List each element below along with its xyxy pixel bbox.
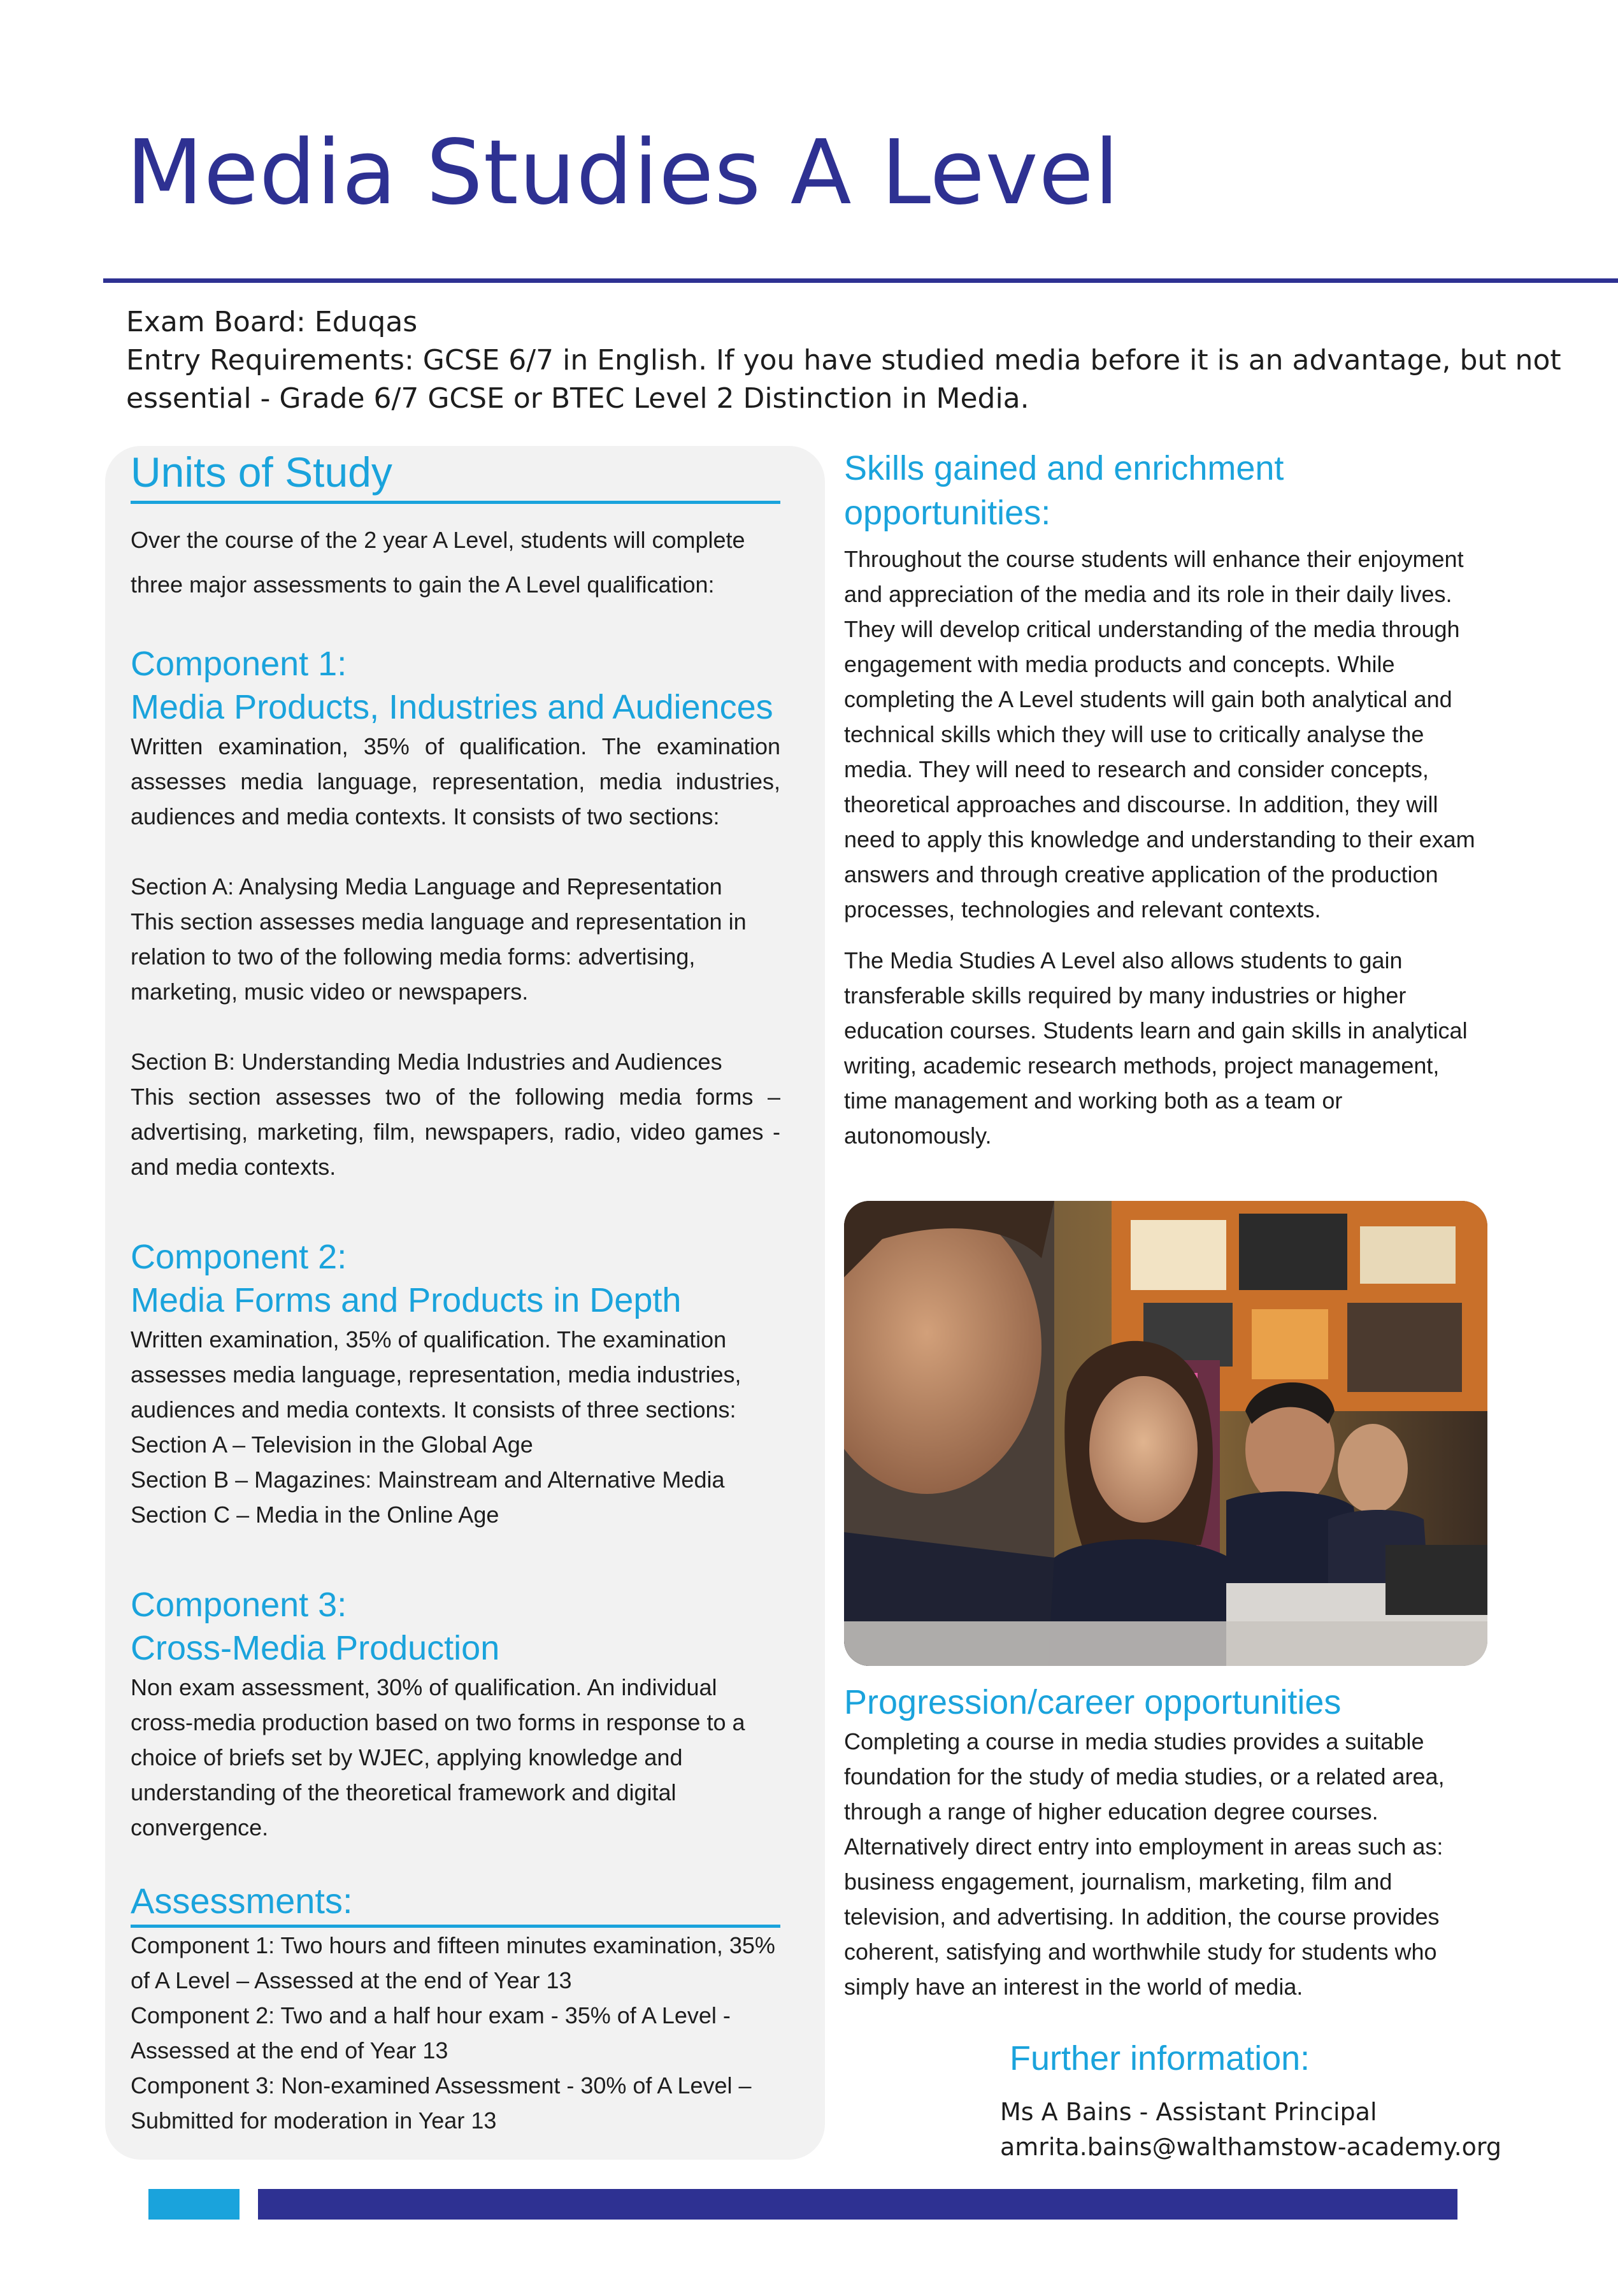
footer-bar-accent [148,2189,240,2220]
component2-section-a: Section A – Television in the Global Age [131,1431,533,1458]
component1-description: Written examination, 35% of qualification. The examination assesses media language, representation, media industries, audiences and media contexts. It consists of two sections: [131,733,780,829]
component1-section-a-text: This section assesses media language and representation in relation to two of the following media forms: advertising, marketing, music video or newspapers. [131,908,747,1005]
assessment-item-1: Component 1: Two hours and fifteen minutes examination, 35% of A Level – Assessed at the end of Year 13 [131,1932,775,1993]
assessment-item-3: Component 3: Non-examined Assessment - 30% of A Level – Submitted for moderation in Year 13 [131,2072,752,2134]
exam-board: Exam Board: Eduqas [126,306,418,338]
further-info-heading: Further information: [1010,2039,1310,2077]
progression-section [844,1681,1487,2004]
skills-paragraph-1: Throughout the course students will enhance their enjoyment and appreciation of the media and its role in their daily lives. They will develop critical understanding of the media through engagement with media products and concepts. While completing the A Level students will gain both analytical and technical skills which they will use to critically analyse the media. They will need to research and consider concepts, theoretical approaches and discourse. In addition, they will need to apply this knowledge and understanding to their exam answers and through creative application of the production processes, technologies and relevant contexts. [844,546,1475,922]
progression-text: Completing a course in media studies provides a suitable foundation for the study of media studies, or a related area, through a range of higher education degree courses. Alternatively direct entry into employment in areas such as: business engagement, journalism, marketing, film and television, and advertising. In addition, the course provides coherent, satisfying and worthwhile study for students who simply have an interest in the world of media. [844,1728,1445,2000]
assessments-heading: Assessments: [131,1880,780,1928]
entry-requirements-line2: essential - Grade 6/7 GCSE or BTEC Level 2 Distinction in Media. [126,382,1029,415]
component2-section-b: Section B – Magazines: Mainstream and Alternative Media [131,1467,725,1493]
page-title: Media Studies A Level [126,121,1120,225]
footer-bar-main [258,2189,1457,2220]
units-intro: Over the course of the 2 year A Level, students will complete three major assessments to gain the A Level qualification: [131,527,745,598]
component2-description: Written examination, 35% of qualification. The examination assesses media language, representation, media industries, audiences and media contexts. It consists of three sections: [131,1326,741,1423]
component1-label: Component 1: [131,645,347,683]
progression-heading: Progression/career opportunities [844,1683,1342,1721]
intro-block [126,303,1561,418]
title-divider [103,278,1618,283]
component2-section-c: Section C – Media in the Online Age [131,1502,499,1528]
contact-name: Ms A Bains - Assistant Principal [1000,2098,1377,2126]
component1-section-b-title: Section B: Understanding Media Industries and Audiences [131,1049,722,1075]
skills-paragraph-2: The Media Studies A Level also allows students to gain transferable skills required by many industries or higher education courses. Students learn and gain skills in analytical writing, academic research methods, project management, time management and working both as a team or autonomously. [844,947,1468,1149]
component1-section-b-text: This section assesses two of the following media forms – advertising, marketing, film, newspapers, radio, video games - and media contexts. [131,1084,780,1180]
students-classroom-photo [844,1201,1487,1666]
component3-description: Non exam assessment, 30% of qualification. An individual cross-media production based on two forms in response to a choice of briefs set by WJEC, applying knowledge and understanding of the theoretical framework and digital convergence. [131,1674,745,1840]
skills-heading: Skills gained and enrichment opportunities: [844,449,1284,532]
entry-requirements-line1: Entry Requirements: GCSE 6/7 in English. If you have studied media before it is an advantage, but not [126,344,1561,377]
component2-name: Media Forms and Products in Depth [131,1281,682,1319]
component1-name: Media Products, Industries and Audiences [131,688,773,726]
assessment-item-2: Component 2: Two and a half hour exam - 35% of A Level - Assessed at the end of Year 13 [131,2002,731,2063]
units-heading: Units of Study [131,446,780,504]
component2-label: Component 2: [131,1238,347,1276]
contact-email[interactable]: amrita.bains@walthamstow-academy.org [1000,2133,1501,2161]
skills-column [844,446,1487,1153]
units-column [131,446,780,2138]
component1-section-a-title: Section A: Analysing Media Language and Representation [131,873,722,900]
component3-label: Component 3: [131,1586,347,1624]
component3-name: Cross-Media Production [131,1629,500,1667]
